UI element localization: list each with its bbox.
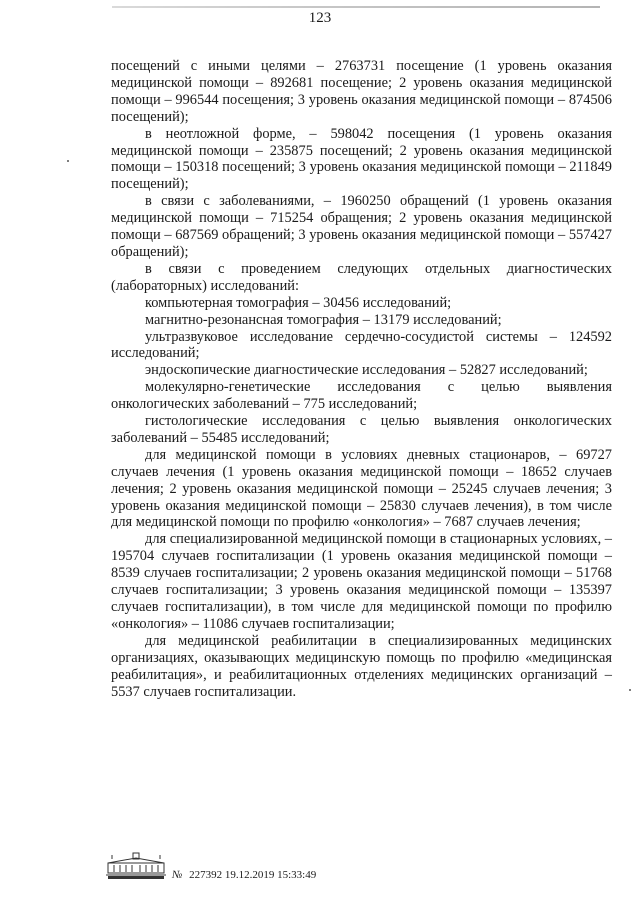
- paragraph-rehabilitation: для медицинской реабилитации в специализированных медицинских организациях, оказывающих медицинскую помощь по профилю «медицинская реабилитация», и реабилитационных отделениях медицинских организаций – 5537 случаев госпитализации.: [111, 632, 612, 700]
- list-item-histology: гистологические исследования с целью выявления онкологических заболеваний – 55485 исследований;: [111, 413, 612, 446]
- paragraph-disease-appeals: в связи с заболеваниями, – 1960250 обращений (1 уровень оказания медицинской помощи – 715254 обращения; 2 уровень оказания медицинской помощи – 687569 обращений; 3 уровень оказания медицинской помощи – 557427 обращений);: [111, 193, 612, 260]
- government-building-logo: [104, 850, 168, 880]
- list-item-molecular-genetic: молекулярно-генетические исследования с целью выявления онкологических заболеваний – 775 исследований;: [111, 379, 612, 413]
- list-item-ultrasound: ультразвуковое исследование сердечно-сосудистой системы – 124592 исследований;: [111, 328, 612, 362]
- scan-speck: [67, 160, 69, 162]
- list-item-endoscopy: эндоскопические диагностические исследования – 52827 исследований;: [145, 362, 588, 379]
- paragraph-other-visits: посещений с иными целями – 2763731 посещение (1 уровень оказания медицинской помощи – 892681 посещение; 2 уровень оказания медицинской помощи – 996544 посещения; 3 уровень оказания медицинской помощи – 874506 посещений);: [111, 58, 612, 125]
- paragraph-diagnostics-intro: в связи с проведением следующих отдельных диагностических (лабораторных) исследований:: [111, 260, 612, 294]
- paragraph-urgent-visits: в неотложной форме, – 598042 посещения (1 уровень оказания медицинской помощи – 235875 посещений; 2 уровень оказания медицинской помощи – 150318 посещений; 3 уровень оказания медицинской помощи – 211849 посещений);: [111, 125, 612, 193]
- paragraph-specialized-care: для специализированной медицинской помощи в стационарных условиях, – 195704 случаев госпитализации (1 уровень оказания медицинской помощи – 8539 случаев госпитализации; 2 уровень оказания медицинской помощи – 51768 случаев госпитализации; 3 уровень оказания медицинской помощи – 135397 случаев госпитализации), в том числе для медицинской помощи по профилю «онкология» – 11086 случаев госпитализации;: [111, 531, 612, 632]
- number-symbol: №: [172, 869, 183, 881]
- list-item-ct: компьютерная томография – 30456 исследований;: [145, 294, 452, 311]
- paragraph-day-hospital: для медицинской помощи в условиях дневных стационаров, – 69727 случаев лечения (1 уровень оказания медицинской помощи – 18652 случаев лечения; 2 уровень оказания медицинской помощи – 25245 случаев лечения; 3 уровень оказания медицинской помощи – 25830 случаев лечения), в том числе для медицинской помощи по профилю «онкология» – 7687 случаев лечения;: [111, 446, 612, 531]
- list-item-mri: магнитно-резонансная томография – 13179 исследований;: [145, 311, 502, 328]
- scan-speck: [629, 689, 631, 691]
- scan-top-edge: [112, 6, 600, 8]
- page-number: 123: [308, 10, 332, 26]
- document-registration-line: [172, 869, 316, 881]
- document-number: 227392: [189, 869, 223, 881]
- document-body: [111, 58, 612, 700]
- document-datetime: 19.12.2019 15:33:49: [224, 869, 317, 881]
